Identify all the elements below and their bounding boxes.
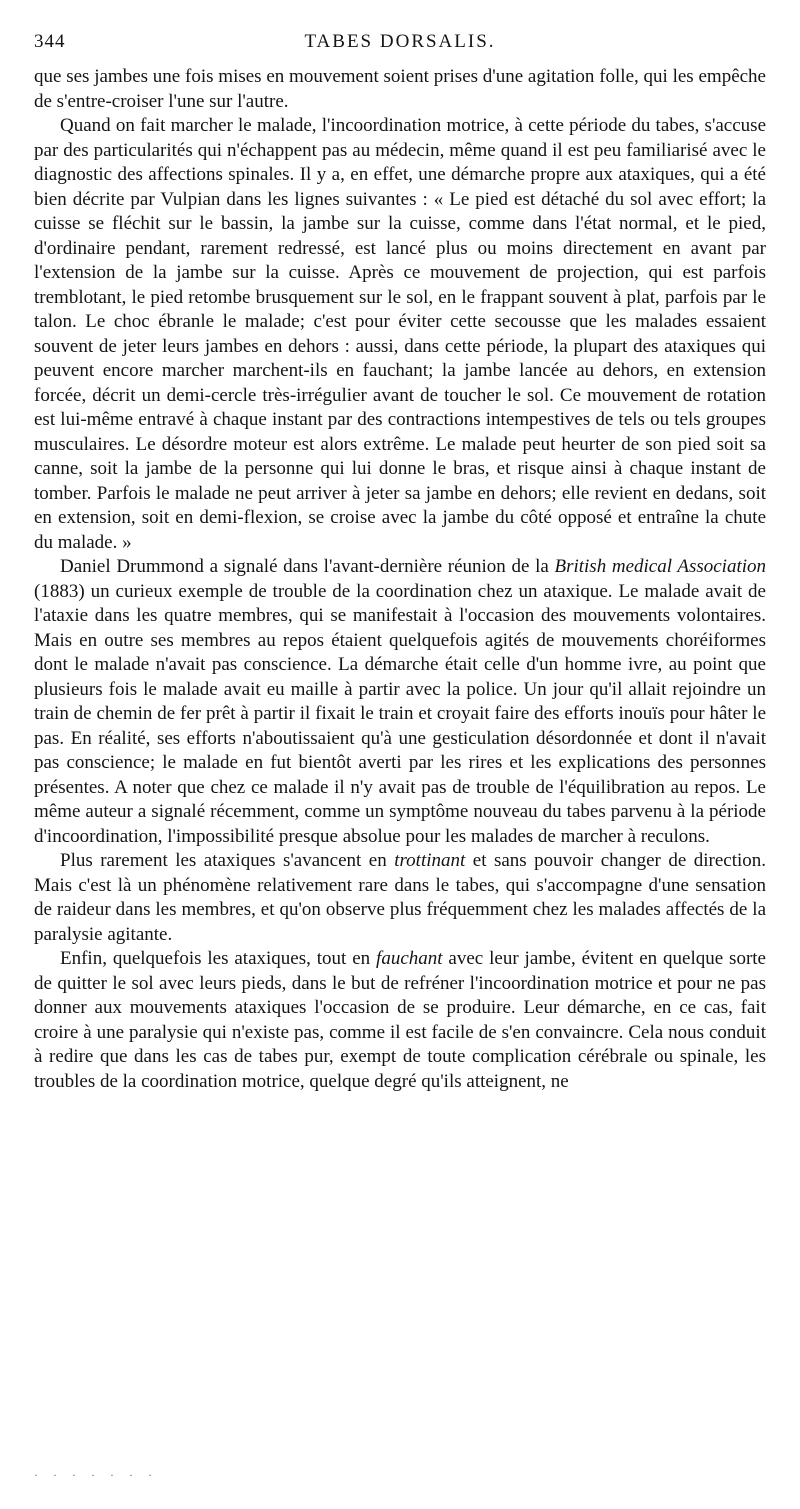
italic-term: British medical Association [554, 556, 767, 577]
paragraph-text: (1883) un curieux exemple de trouble de la coordination chez un ataxique. Le malade avait de l'ataxie dans les quatre membres, qui se manifestait à l'occasion des mouvements volontaires. Mais en outre ses membres au repos étaient quelquefois agités de mouvements choréiformes dont le malade n'avait pas conscience. La démarche était celle d'un homme ivre, au point que plusieurs fois le malade avait eu maille à partir avec la police. Un jour qu'il allait rejoindre un train de chemin de fer prêt à partir il fixait le train et croyait faire des efforts inouïs pour hâter le pas. En réalité, ses efforts n'aboutissaient qu'à une gesticulation désordonnée et dont il n'avait pas conscience; le malade en fut bientôt averti par les rires et les explications des personnes présentes. A noter que chez ce malade il n'y avait pas de trouble de l'équilibration au repos. Le même auteur a signalé récemment, comme un symptôme nouveau du tabes parvenu à la période d'incoordination, l'impossibilité presque absolue pour les malades de marcher à reculons. [34, 580, 766, 847]
paragraph-fauchant [34, 947, 766, 1094]
paragraph-vulpian-quote: Quand on fait marcher le malade, l'incoordination motrice, à cette période du tabes, s'accuse par des particularités qui n'échappent pas au médecin, même quand il est peu familiarisé avec le diagnostic des affections spinales. Il y a, en effet, une démarche propre aux ataxiques, qui a été bien décrite par Vulpian dans les lignes suivantes : « Le pied est détaché du sol avec effort; la cuisse se fléchit sur le bassin, la jambe sur la cuisse, comme dans l'état normal, et le pied, d'ordinaire pendant, rarement redressé, est lancé plus ou moins directement en avant par l'extension de la jambe sur la cuisse. Après ce mouvement de projection, qui est parfois tremblotant, le pied retombe brusquement sur le sol, en le frappant souvent à plat, parfois par le talon. Le choc ébranle le malade; c'est pour éviter cette secousse que les malades essaient souvent de jeter leurs jambes en dehors : aussi, dans cette période, la plupart des ataxiques qui peuvent encore marcher marchent-ils en fauchant; la jambe lancée au dehors, en extension forcée, décrit un demi-cercle très-irrégulier avant de toucher le sol. Ce mouvement de rotation est lui-même entravé à chaque instant par des contractions intempestives de tels ou tels groupes musculaires. Le désordre moteur est alors extrême. Le malade peut heurter de son pied soit sa canne, soit la jambe de la personne qui lui donne le bras, et risque ainsi à chaque instant de tomber. Parfois le malade ne peut arriver à jeter sa jambe en dehors; elle revient en dedans, soit en extension, soit en demi-flexion, se croise avec la jambe du côté opposé et entraîne la chute du malade. » [34, 115, 766, 553]
footer-specks: · · · · · · · [34, 1468, 158, 1482]
paragraph-text: Plus rarement les ataxiques s'avancent en [60, 850, 395, 871]
running-title: TABES DORSALIS. [304, 31, 496, 52]
paragraph-continuation: que ses jambes une fois mises en mouvement soient prises d'une agitation folle, qui les empêche de s'entre-croiser l'une sur l'autre. [34, 66, 766, 112]
paragraph-drummond [34, 555, 766, 849]
paragraph-text: et sans pouvoir changer de direction. Mais c'est là un phénomène relativement rare dans le tabes, qui s'accompagne d'une sensation de raideur dans les membres, et qu'on observe plus fréquemment chez les malades affectés de la paralysie agitante. [34, 850, 766, 945]
body-text [34, 65, 766, 1094]
paragraph-text: Enfin, quelquefois les ataxiques, tout en [60, 948, 377, 969]
italic-term: fauchant [376, 948, 443, 969]
paragraph-text: Daniel Drummond a signalé dans l'avant-dernière réunion de la [60, 556, 555, 577]
paragraph-text: avec leur jambe, évitent en quelque sorte de quitter le sol avec leurs pieds, dans le but de refréner l'incoordination motrice et pour ne pas donner aux mouvements ataxiques l'occasion de se produire. Leur démarche, en ce cas, fait croire à une paralysie qui n'existe pas, comme il est facile de s'en convaincre. Cela nous conduit à redire que dans les cas de tabes pur, exempt de toute complication cérébrale ou spinale, les troubles de la coordination motrice, quelque degré qu'ils atteignent, ne [34, 948, 766, 1092]
italic-term: trottinant [394, 850, 466, 871]
running-head [34, 30, 766, 54]
paragraph-trottinant [34, 849, 766, 947]
page-number: 344 [34, 31, 66, 52]
